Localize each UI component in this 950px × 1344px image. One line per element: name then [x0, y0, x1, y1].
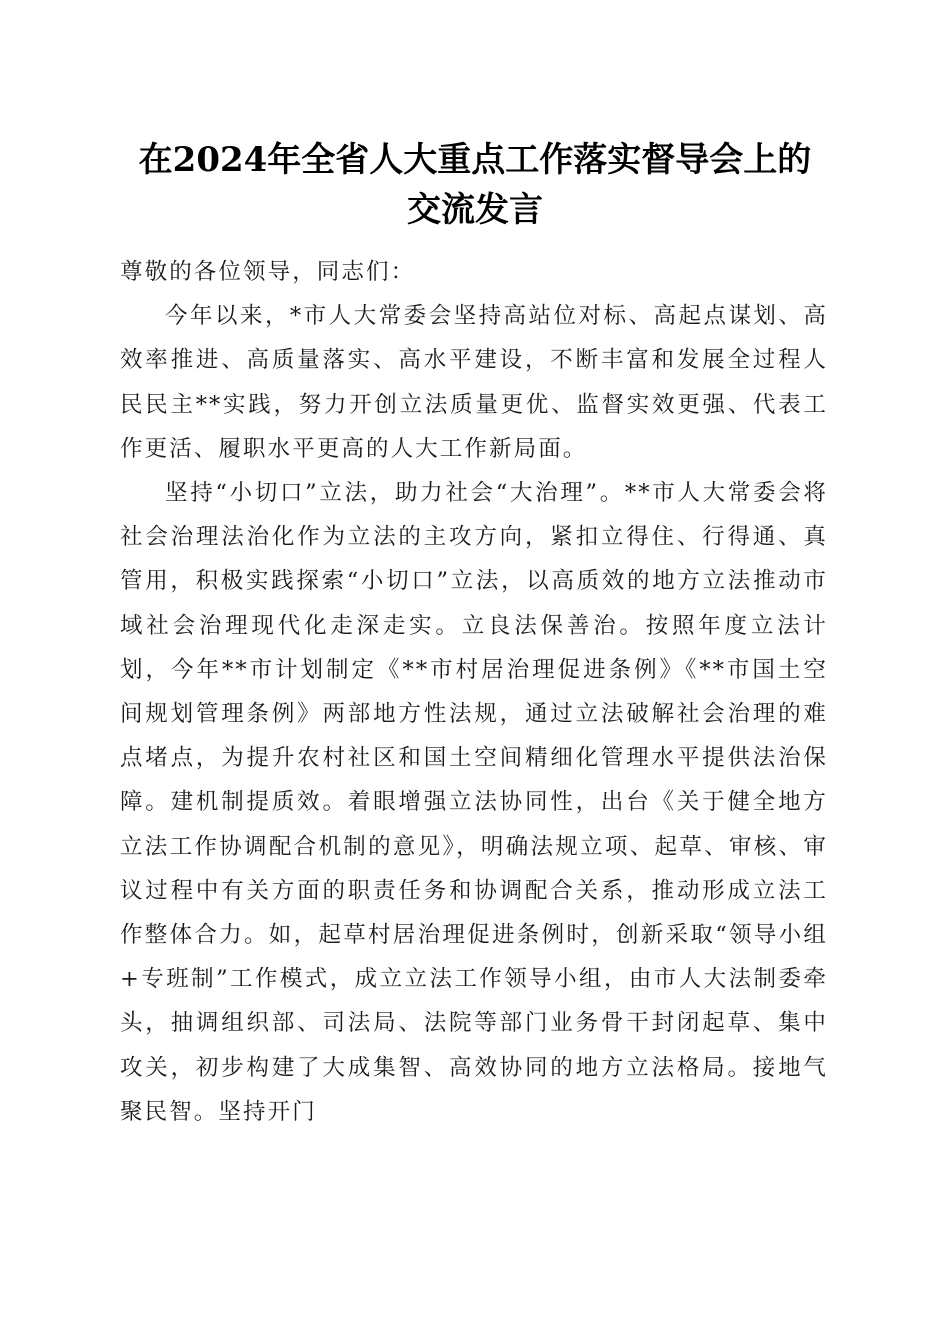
document-title [100, 135, 850, 235]
salutation: 尊敬的各位领导，同志们： [120, 259, 416, 285]
paragraph-legislation: 坚持“小切口”立法，助力社会“大治理”。**市人大常委会将社会治理法治化作为立法的主攻方向，紧扣立得住、行得通、真管用，积极实践探索“小切口”立法，以高质效的地方立法推动市域社会治理现代化走深走实。立良法保善治。按照年度立法计划，今年**市计划制定《**市村居治理促进条例》《**市国土空间规划管理条例》两部地方性法规，通过立法破解社会治理的难点堵点，为提升农村社区和国土空间精细化管理水平提供法治保障。建机制提质效。着眼增强立法协同性，出台《关于健全地方立法工作协调配合机制的意见》，明确法规立项、起草、审核、审议过程中有关方面的职责任务和协调配合关系，推动形成立法工作整体合力。如，起草村居治理促进条例时，创新采取“领导小组+专班制”工作模式，成立立法工作领导小组，由市人大法制委牵头，抽调组织部、司法局、法院等部门业务骨干封闭起草、集中攻关，初步构建了大成集智、高效协同的地方立法格局。接地气聚民智。坚持开门 [120, 480, 828, 1125]
title-line-2: 交流发言 [407, 190, 543, 230]
paragraph-intro: 今年以来，*市人大常委会坚持高站位对标、高起点谋划、高效率推进、高质量落实、高水平建设，不断丰富和发展全过程人民民主**实践，努力开创立法质量更优、监督实效更强、代表工作更活、履职水平更高的人大工作新局面。 [120, 303, 828, 462]
document-body [120, 250, 828, 1134]
title-line-1: 在2024年全省人大重点工作落实督导会上的 [138, 140, 812, 180]
